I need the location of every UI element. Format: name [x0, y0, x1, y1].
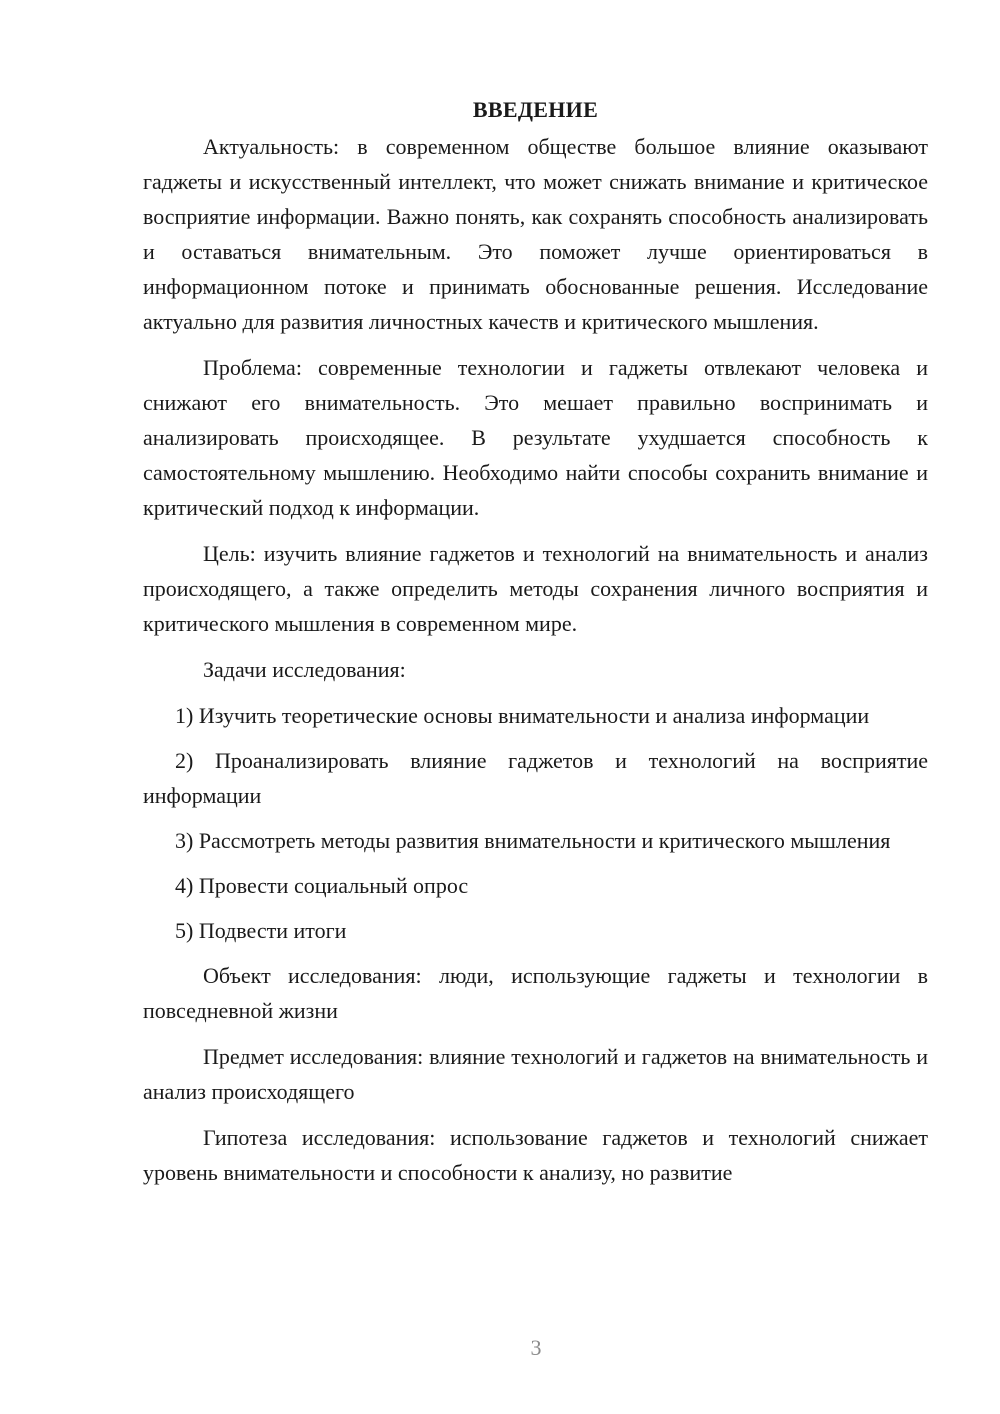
- task-item-5: 5) Подвести итоги: [175, 918, 347, 943]
- paragraph-object: Объект исследования: люди, использующие гаджеты и технологии в повседневной жизни: [143, 963, 928, 1023]
- paragraph-goal: Цель: изучить влияние гаджетов и технологий на внимательность и анализ происходящего, а также определить методы сохранения личного восприятия и критического мышления в современном мире.: [143, 541, 928, 636]
- task-item-4: 4) Провести социальный опрос: [175, 873, 469, 898]
- page-number: 3: [530, 1335, 542, 1360]
- page-content: [143, 95, 928, 1201]
- paragraph-tasks-heading: Задачи исследования:: [203, 657, 406, 682]
- task-item-1: 1) Изучить теоретические основы внимательности и анализа информации: [175, 703, 870, 728]
- paragraph-hypothesis: Гипотеза исследования: использование гаджетов и технологий снижает уровень внимательности и способности к анализу, но развитие: [143, 1125, 928, 1185]
- section-title: ВВЕДЕНИЕ: [472, 97, 599, 122]
- paragraph-relevance: Актуальность: в современном обществе большое влияние оказывают гаджеты и искусственный интеллект, что может снижать внимание и критическое восприятие информации. Важно понять, как сохранять способность анализировать и оставаться внимательным. Это поможет лучше ориентироваться в информационном потоке и принимать обоснованные решения. Исследование актуально для развития личностных качеств и критического мышления.: [143, 134, 928, 334]
- task-item-2: 2) Проанализировать влияние гаджетов и технологий на восприятие информации: [143, 748, 928, 808]
- paragraph-problem: Проблема: современные технологии и гаджеты отвлекают человека и снижают его внимательность. Это мешает правильно воспринимать и анализировать происходящее. В результате ухудшается способность к самостоятельному мышлению. Необходимо найти способы сохранить внимание и критический подход к информации.: [143, 355, 928, 520]
- task-item-3: 3) Рассмотреть методы развития внимательности и критического мышления: [175, 828, 891, 853]
- paragraph-subject: Предмет исследования: влияние технологий и гаджетов на внимательность и анализ происходящего: [143, 1044, 928, 1104]
